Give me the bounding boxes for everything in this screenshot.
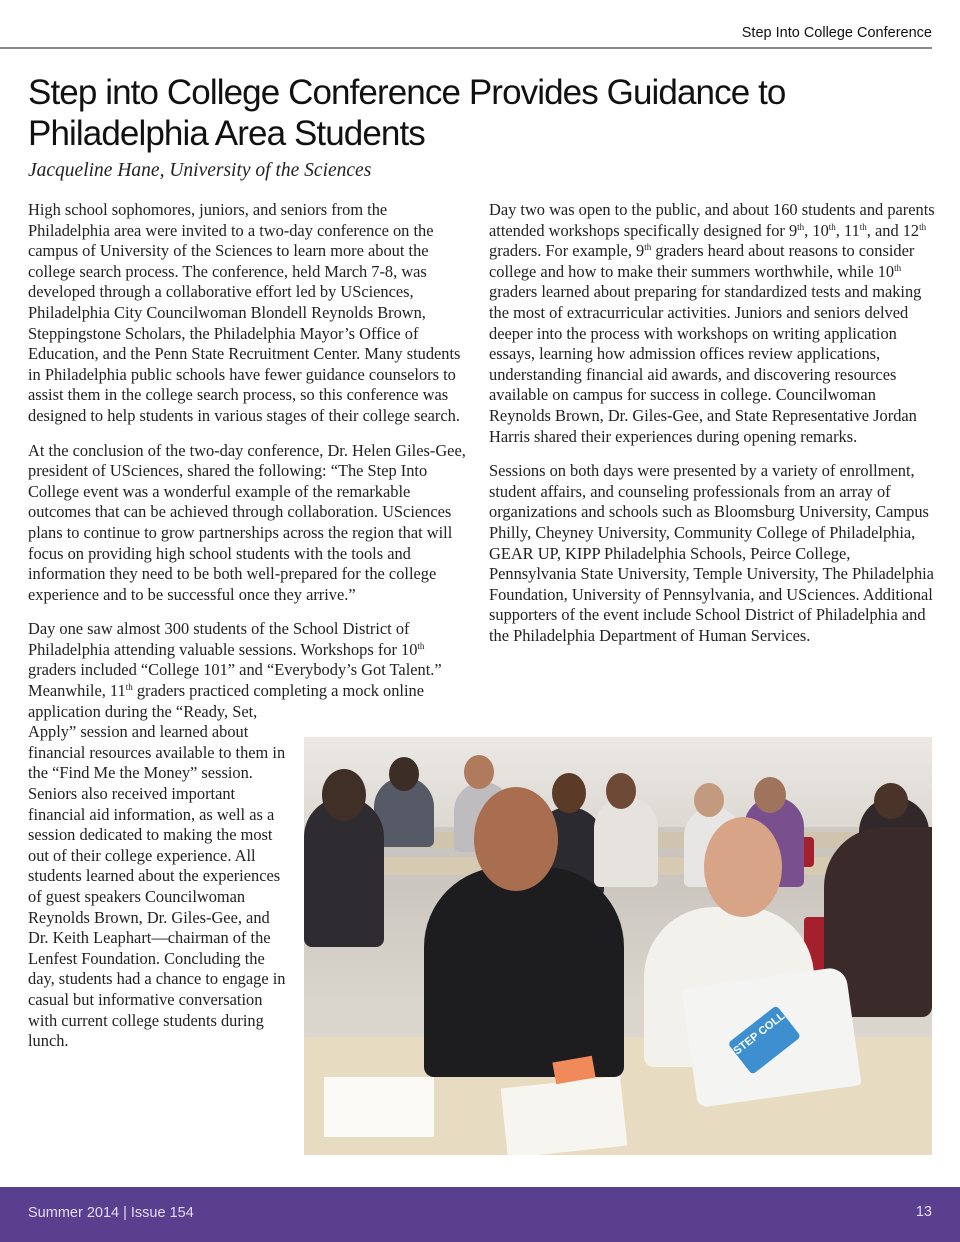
photo-student-head: [704, 817, 782, 917]
article-byline: Jacqueline Hane, University of the Sciences: [28, 160, 372, 181]
photo-student-head: [874, 783, 908, 819]
page-footer: [0, 1187, 960, 1242]
photo-student-head: [694, 783, 724, 817]
photo-paper: [324, 1077, 434, 1137]
right-column: [489, 200, 935, 660]
photo-student-head: [464, 755, 494, 789]
photo-student-foreground: [424, 867, 624, 1077]
photo-student: [594, 797, 658, 887]
issue-label: Summer 2014 | Issue 154: [28, 1205, 194, 1221]
photo-paper: [501, 1076, 628, 1155]
photo-student-head: [474, 787, 558, 891]
photo-tote-bag: [681, 966, 861, 1108]
page-number: 13: [915, 1204, 932, 1220]
classroom-photo: [304, 737, 932, 1155]
paragraph: Day one saw almost 300 students of the School District of Philadelphia attending valuable sessions. Workshops for 10th graders included “College 101” and “Everybody’s Got Talent.” Meanwhile, 11th graders practiced completing a mock online: [28, 619, 442, 701]
paragraph: Sessions on both days were presented by a variety of enrollment, student affairs, and counseling professionals from an array of organizations and schools such as Bloomsburg University, Campus Philly, Cheyney University, Community College of Philadelphia, GEAR UP, KIPP Philadelphia Schools, Peirce College, Pennsylvania State University, Temple University, The Philadelphia Foundation, University of Pennsylvania, and USciences. Additional supporters of the event include School District of Philadelphia and the Philadelphia Department of Human Services.: [489, 461, 934, 645]
photo-student-head: [552, 773, 586, 813]
photo-student-head: [754, 777, 786, 813]
article-title: Step into College Conference Provides Guidance to Philadelphia Area Students: [28, 73, 786, 153]
paragraph: At the conclusion of the two-day conference, Dr. Helen Giles-Gee, president of USciences, shared the following: “The Step Into College event was a wonderful example of the remarkable outcomes that can be achieved through collaboration. USciences plans to continue to grow partnerships across the region that will focus on providing high school students with the tools and information they need to be both well-prepared for the college experience and to be successful once they arrive.”: [28, 440, 466, 604]
paragraph-wrapped: application during the “Ready, Set, Apply” session and learned about financial resources available to them in the “Find Me the Money” session. Seniors also received important financial aid information, as well as a session dedicated to making the most out of their college experience. All students learned about the experiences of guest speakers Councilwoman Reynolds Brown, Dr. Giles-Gee, and Dr. Keith Leaphart—chairman of the Lenfest Foundation. Concluding the day, students had a chance to engage in casual but informative conversation with current college students during lunch.: [28, 701, 286, 1051]
paragraph: High school sophomores, juniors, and seniors from the Philadelphia area were invited to a two-day conference on the campus of University of the Sciences to learn more about the college search process. The conference, held March 7-8, was developed through a collaborative effort led by USciences, Philadelphia City Councilwoman Blondell Reynolds Brown, Steppingstone Scholars, the Philadelphia Mayor’s Office of Education, and the Penn State Recruitment Center. Many students in Philadelphia public schools have fewer guidance counselors to assist them in the college search process, so this conference was designed to help students in various stages of their college search.: [28, 200, 461, 425]
header-rule: [0, 47, 932, 49]
photo-bag-print: STEP COLL: [728, 1005, 801, 1075]
running-header: Step Into College Conference: [741, 25, 932, 41]
photo-student-head: [389, 757, 419, 791]
photo-student-head: [322, 769, 366, 821]
paragraph: Day two was open to the public, and about 160 students and parents attended workshops specifically designed for 9th, 10th, 11th, and 12th graders. For example, 9th graders heard about reasons to consider college and how to make their summers worthwhile, while 10th graders learned about preparing for standardized tests and making the most of extracurricular activities. Juniors and seniors delved deeper into the process with workshops on writing application essays, learning how admission offices review applications, understanding financial aid awards, and discovering resources available on campus for success in college. Councilwoman Reynolds Brown, Dr. Giles-Gee, and State Representative Jordan Harris shared their experiences during opening remarks.: [489, 200, 935, 446]
photo-student-head: [606, 773, 636, 809]
